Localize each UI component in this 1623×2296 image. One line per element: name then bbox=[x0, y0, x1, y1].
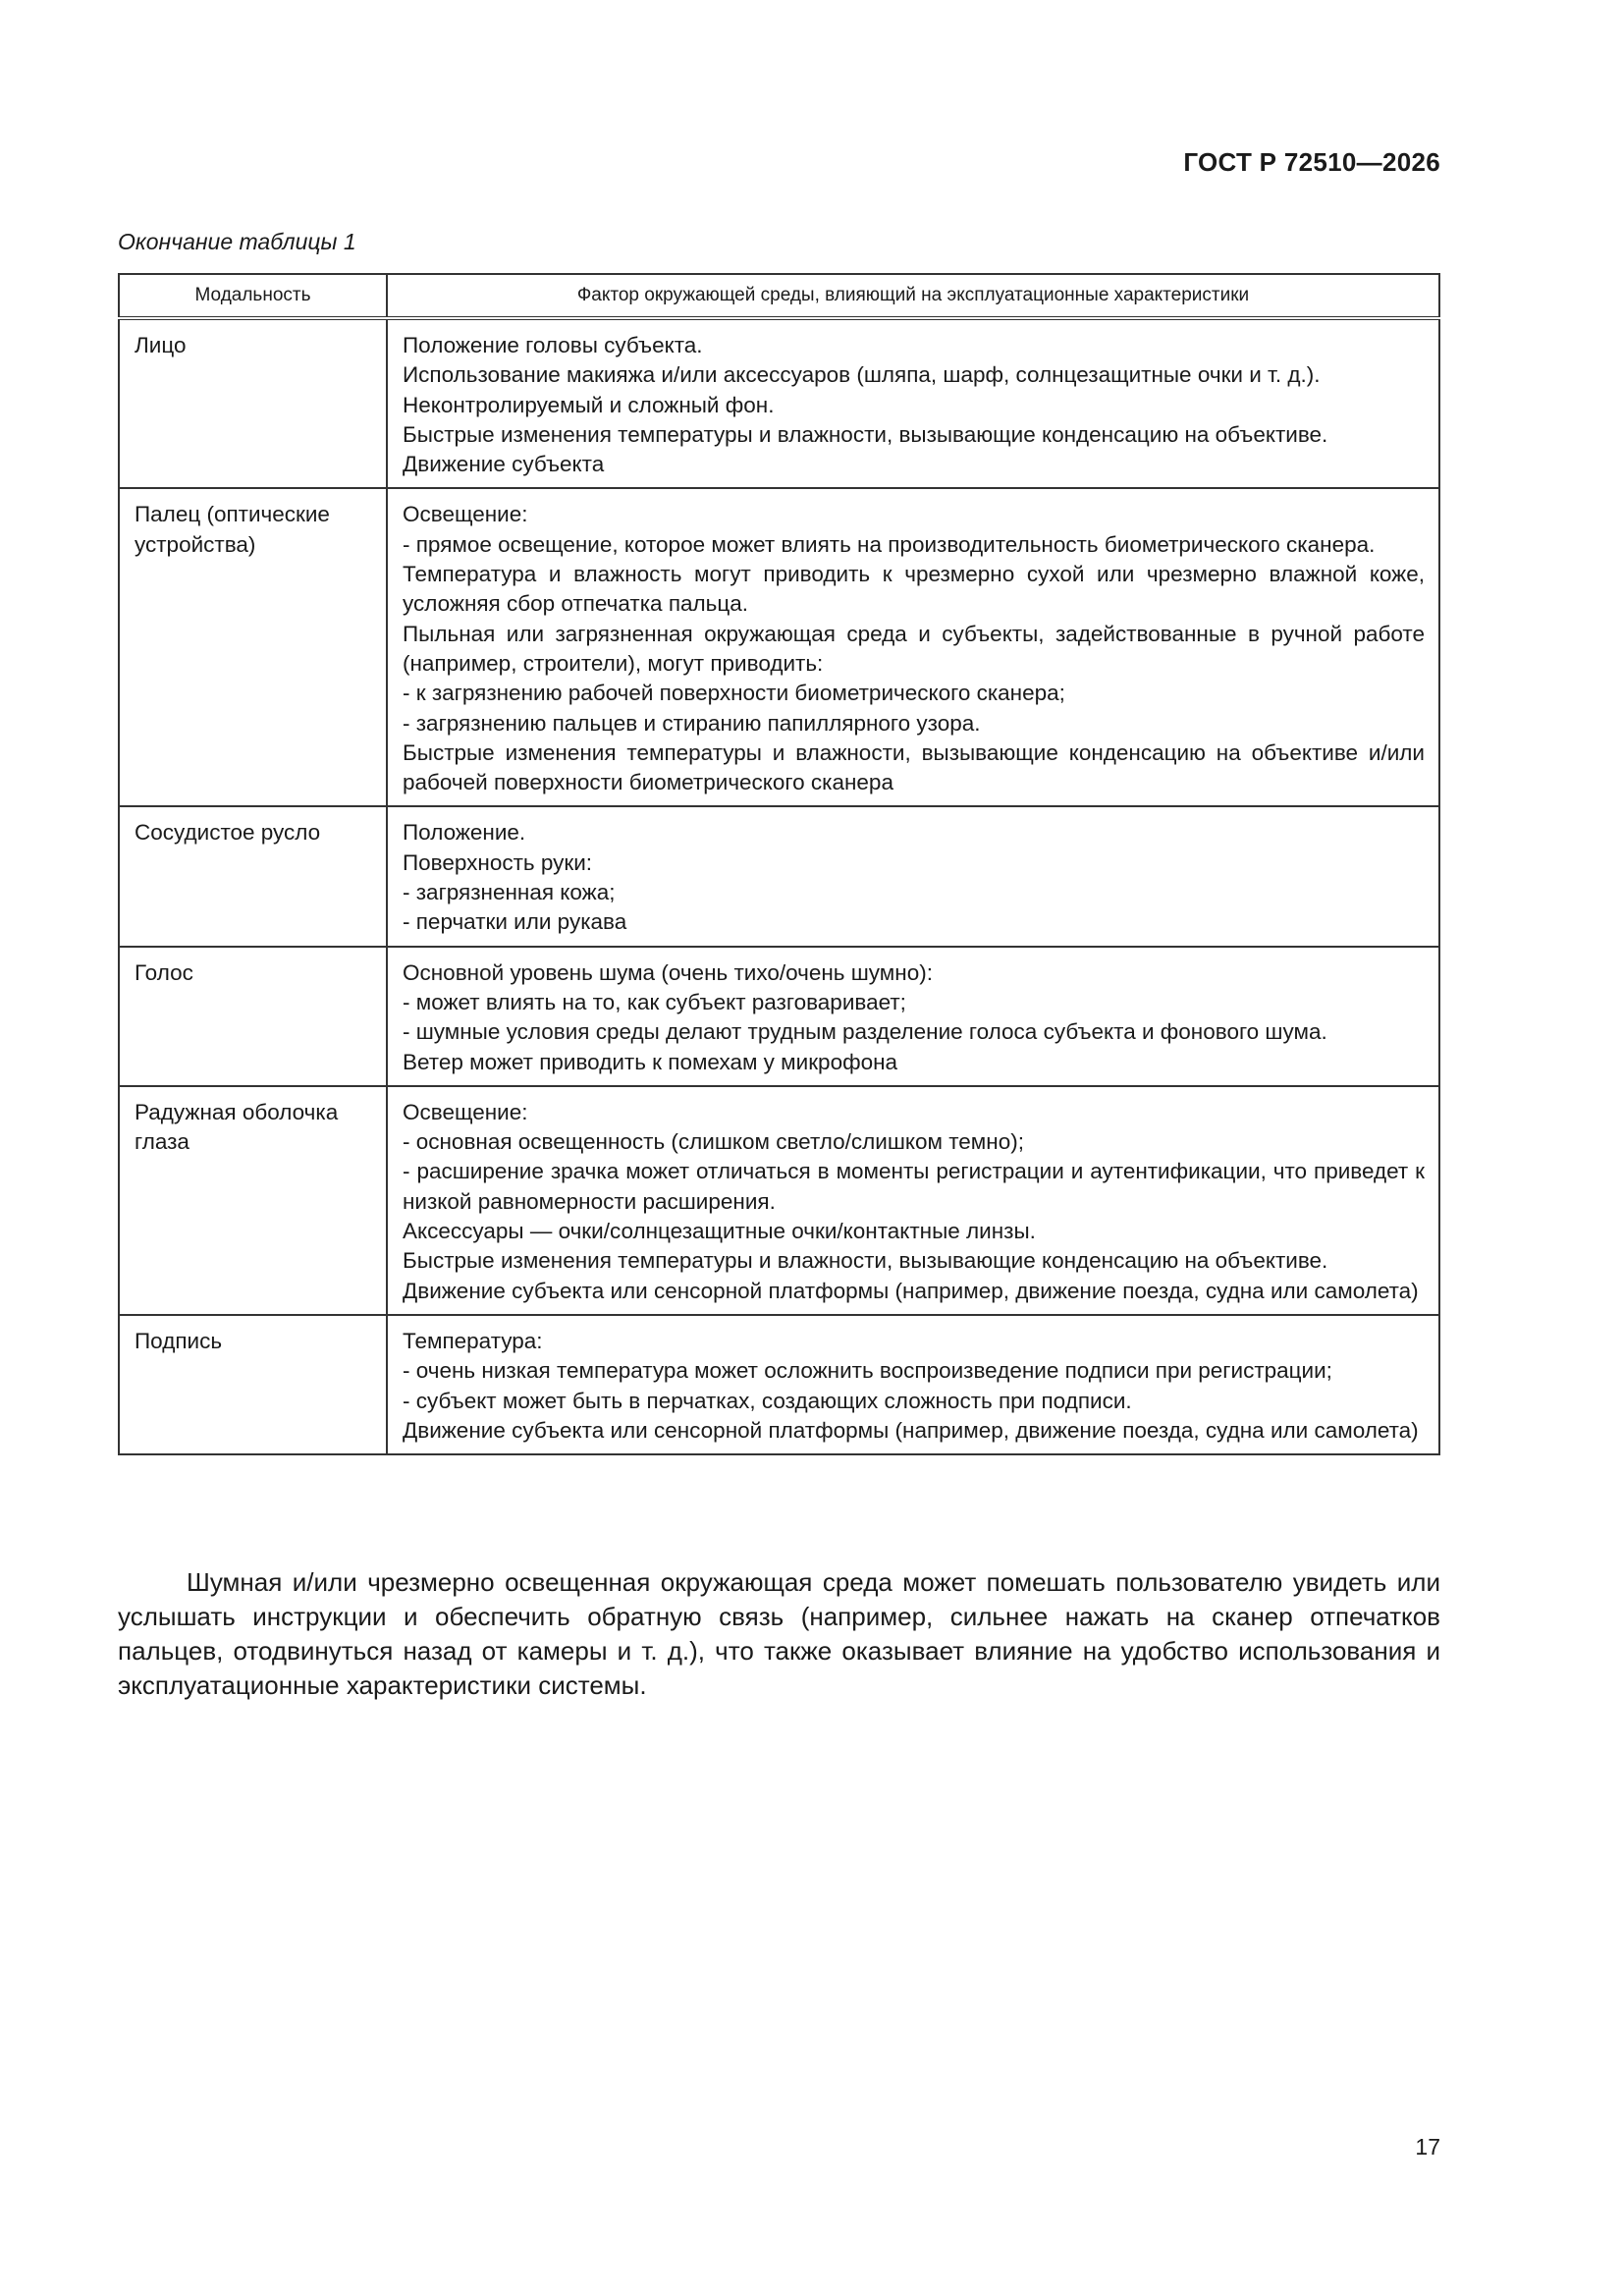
factor-line: - очень низкая температура может осложнить воспроизведение подписи при регистрации; bbox=[403, 1358, 1332, 1384]
factor-line: - субъект может быть в перчатках, создающих сложность при подписи. bbox=[403, 1388, 1132, 1413]
factor-line: Температура и влажность могут приводить к чрезмерно сухой или чрезмерно влажной коже, усложняя сбор отпечатка пальца. bbox=[403, 562, 1425, 617]
environment-factors-table bbox=[118, 273, 1440, 1455]
factor-line: - перчатки или рукава bbox=[403, 909, 627, 935]
factor-line: Освещение: bbox=[403, 502, 528, 527]
factor-line: Основной уровень шума (очень тихо/очень шумно): bbox=[403, 959, 933, 985]
factor-line: - к загрязнению рабочей поверхности биометрического сканера; bbox=[403, 681, 1065, 706]
factor-line: Движение субъекта или сенсорной платформы (например, движение поезда, судна или самолета) bbox=[403, 1278, 1419, 1303]
factors-cell bbox=[387, 318, 1439, 488]
column-header-modality: Модальность bbox=[119, 274, 387, 318]
modality-cell: Лицо bbox=[119, 318, 387, 488]
factor-line: Поверхность руки: bbox=[403, 849, 593, 875]
factors-cell bbox=[387, 1315, 1439, 1454]
factor-line: - может влиять на то, как субъект разговаривает; bbox=[403, 989, 906, 1014]
factor-line: Положение головы субъекта. bbox=[403, 333, 703, 357]
table-row bbox=[119, 488, 1439, 806]
factors-cell bbox=[387, 806, 1439, 946]
factor-line: Быстрые изменения температуры и влажности, вызывающие конденсацию на объективе и/или рабочей поверхности биометрического сканера bbox=[403, 739, 1425, 795]
factor-line: - шумные условия среды делают трудным разделение голоса субъекта и фонового шума. bbox=[403, 1019, 1327, 1045]
table-body bbox=[119, 318, 1439, 1454]
table-caption: Окончание таблицы 1 bbox=[118, 229, 356, 254]
table-row bbox=[119, 1086, 1439, 1315]
table-row bbox=[119, 806, 1439, 946]
factor-line: - основная освещенность (слишком светло/слишком темно); bbox=[403, 1129, 1024, 1155]
modality-cell: Голос bbox=[119, 947, 387, 1086]
page-number: 17 bbox=[1415, 2134, 1440, 2159]
factors-cell bbox=[387, 947, 1439, 1086]
factor-line: - прямое освещение, которое может влиять на производительность биометрического сканера. bbox=[403, 531, 1376, 557]
body-paragraph: Шумная и/или чрезмерно освещенная окружающая среда может помешать пользователю увидеть или услышать инструкции и обеспечить обратную связь (например, сильнее нажать на сканер отпечатков пальцев, отодвинуться назад от камеры и т. д.), что также оказывает влияние на удобство использования и эксплуатационные характеристики системы. bbox=[118, 1567, 1440, 1700]
modality-cell: Подпись bbox=[119, 1315, 387, 1454]
factor-line: Пыльная или загрязненная окружающая среда и субъекты, задействованные в ручной работе (например, строители), могут приводить: bbox=[403, 621, 1425, 676]
table-row bbox=[119, 318, 1439, 488]
factor-line: - расширение зрачка может отличаться в моменты регистрации и аутентификации, что приведет к низкой равномерности расширения. bbox=[403, 1159, 1425, 1214]
factor-line: Движение субъекта или сенсорной платформы (например, движение поезда, судна или самолета) bbox=[403, 1417, 1419, 1443]
factor-line: Движение субъекта bbox=[403, 452, 605, 477]
modality-cell: Сосудистое русло bbox=[119, 806, 387, 946]
table-header bbox=[119, 274, 1439, 318]
factor-line: Быстрые изменения температуры и влажности, вызывающие конденсацию на объективе. bbox=[403, 1248, 1328, 1274]
factor-line: Неконтролируемый и сложный фон. bbox=[403, 392, 775, 417]
factor-line: Быстрые изменения температуры и влажности, вызывающие конденсацию на объективе. bbox=[403, 421, 1328, 447]
environment-factors-table-container bbox=[118, 273, 1440, 1455]
table-row bbox=[119, 947, 1439, 1086]
factor-line: - загрязнению пальцев и стиранию папиллярного узора. bbox=[403, 710, 981, 736]
document-code-header: ГОСТ Р 72510—2026 bbox=[1183, 147, 1440, 177]
column-header-factor: Фактор окружающей среды, влияющий на эксплуатационные характеристики bbox=[387, 274, 1439, 318]
factor-line: Освещение: bbox=[403, 1099, 528, 1124]
modality-cell: Палец (оптические устройства) bbox=[119, 488, 387, 806]
factor-line: Использование макияжа и/или аксессуаров (шляпа, шарф, солнцезащитные очки и т. д.). bbox=[403, 362, 1321, 388]
table-header-row bbox=[119, 274, 1439, 318]
factor-line: Положение. bbox=[403, 820, 526, 846]
factors-cell bbox=[387, 488, 1439, 806]
factors-cell bbox=[387, 1086, 1439, 1315]
factor-line: Температура: bbox=[403, 1328, 543, 1353]
factor-line: Аксессуары — очки/солнцезащитные очки/контактные линзы. bbox=[403, 1219, 1036, 1244]
factor-line: - загрязненная кожа; bbox=[403, 880, 616, 905]
factor-line: Ветер может приводить к помехам у микрофона bbox=[403, 1049, 898, 1074]
table-row bbox=[119, 1315, 1439, 1454]
modality-cell: Радужная оболочка глаза bbox=[119, 1086, 387, 1315]
